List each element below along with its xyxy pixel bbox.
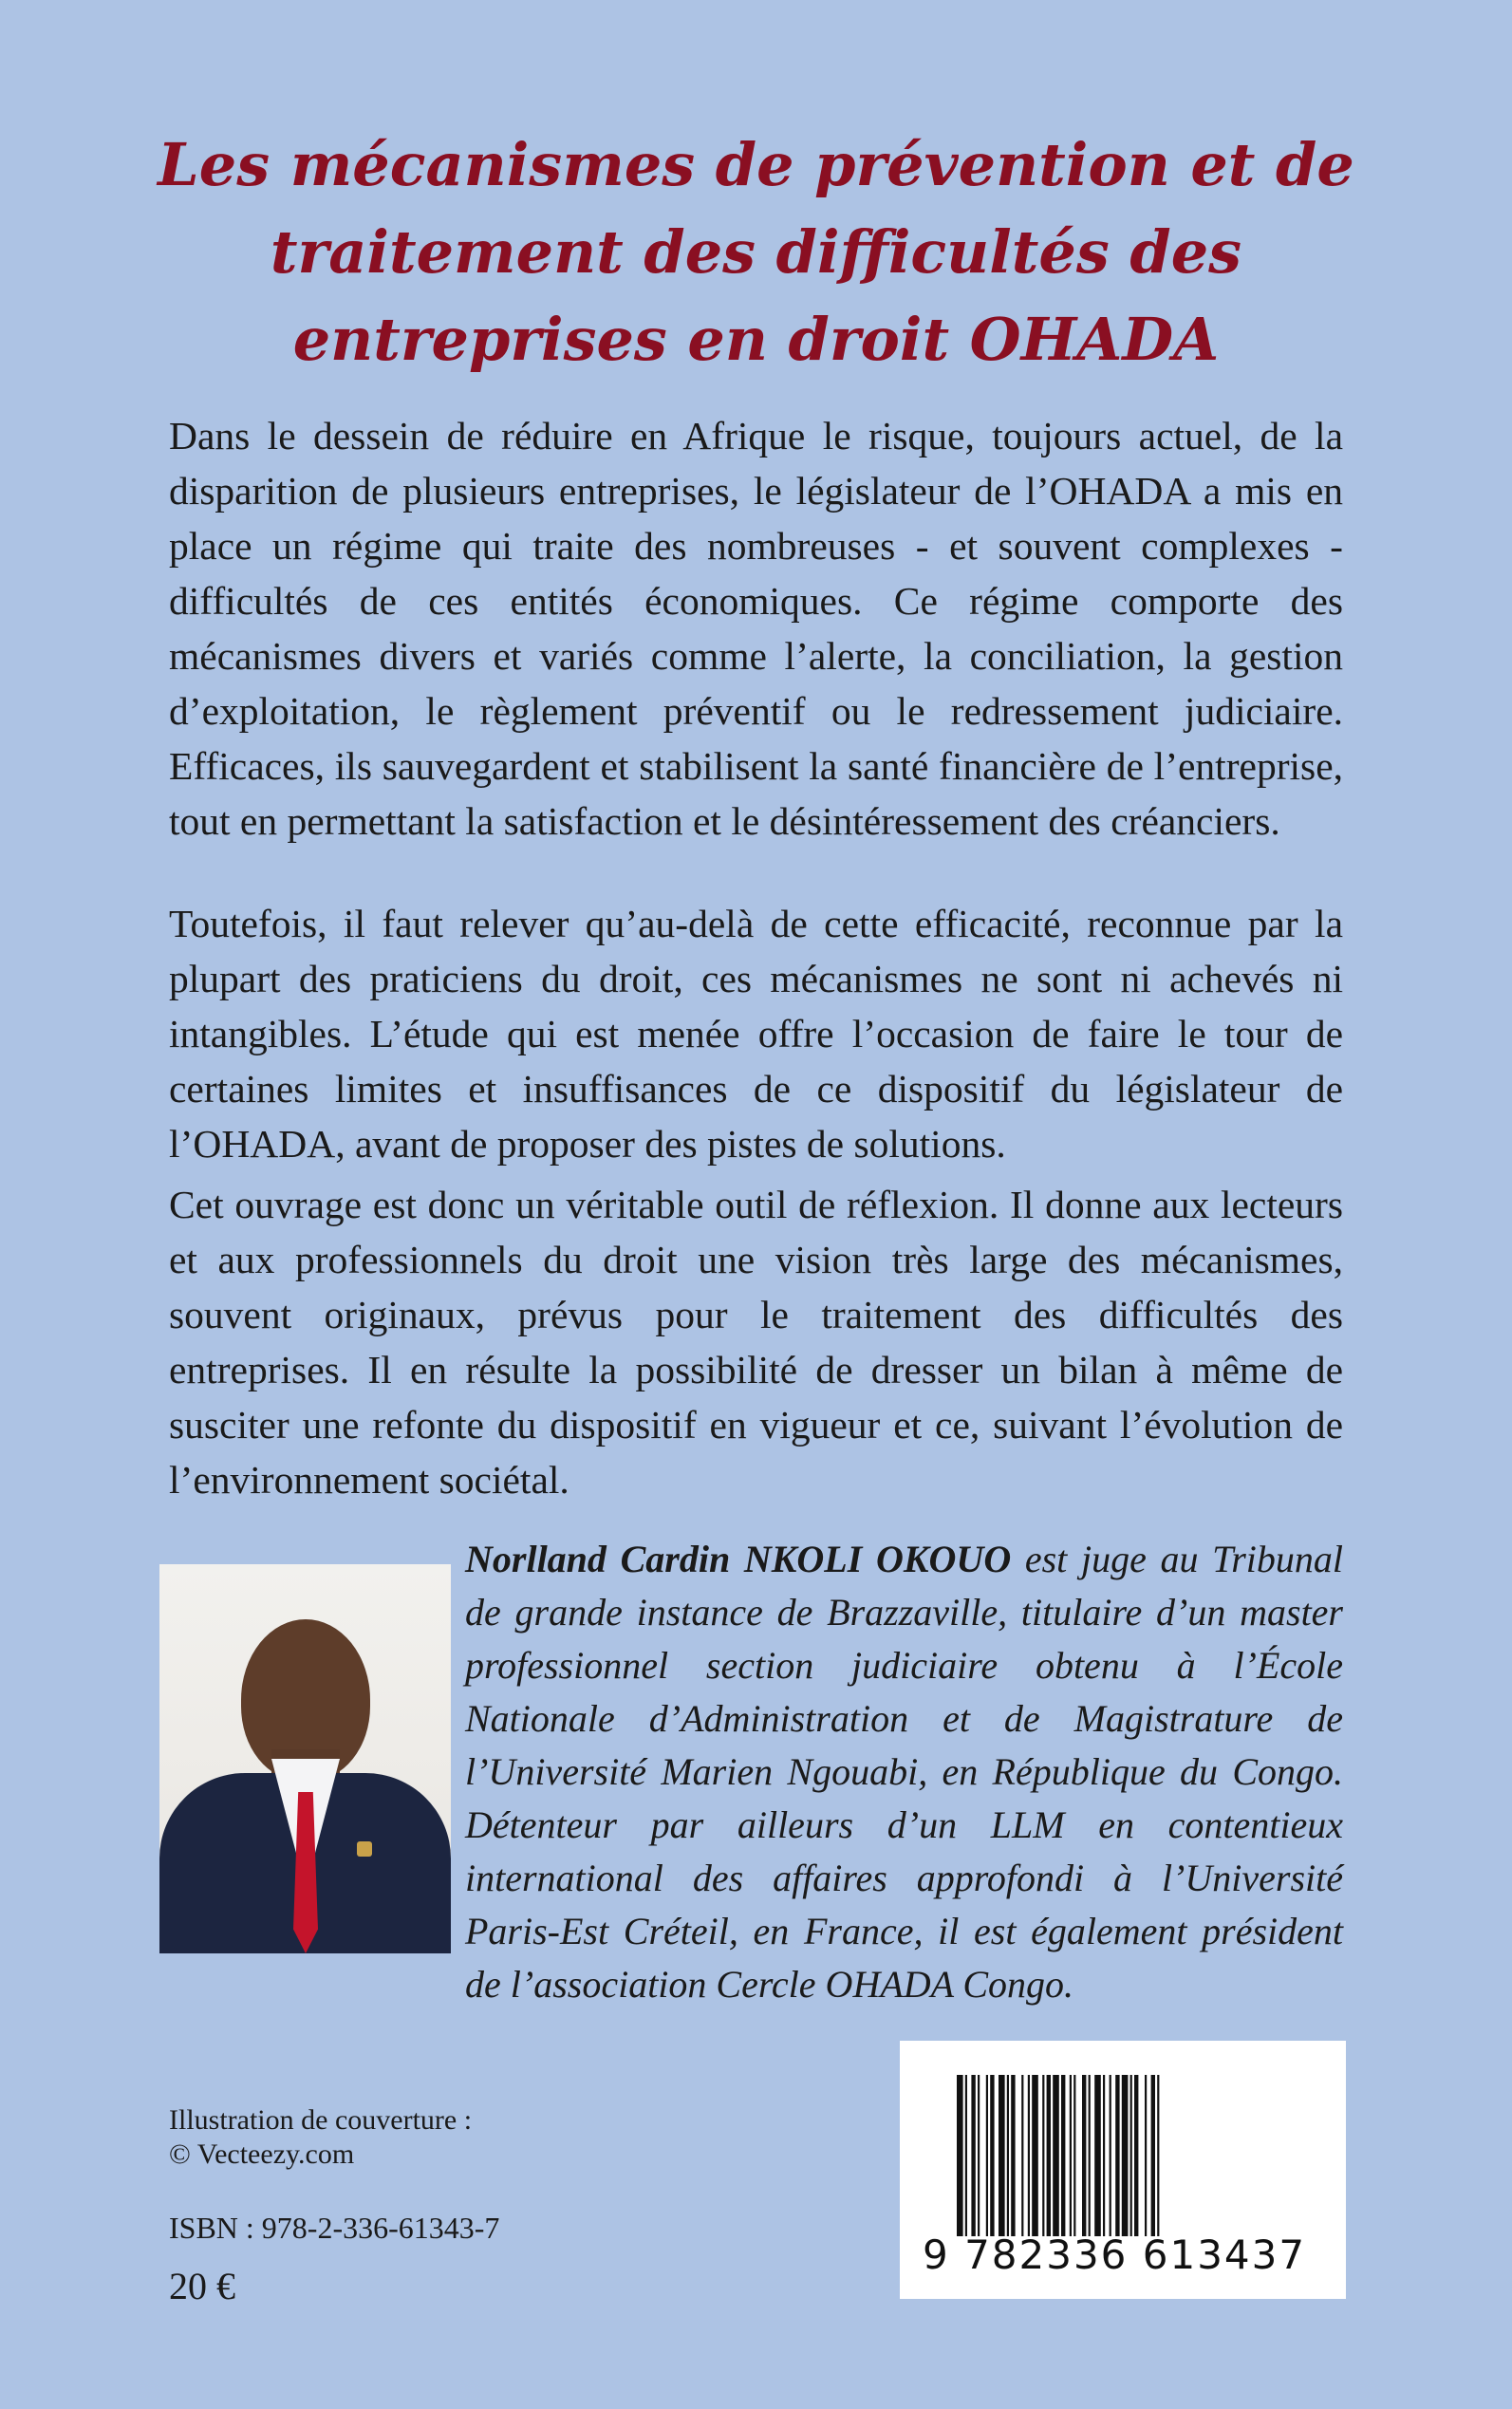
barcode-bar <box>1145 2075 1147 2236</box>
barcode-bar <box>1110 2075 1111 2236</box>
barcode-bar <box>1134 2075 1138 2236</box>
barcode-bar <box>990 2075 994 2236</box>
barcode-bar <box>1089 2075 1091 2236</box>
author-name: Norlland Cardin NKOLI OKOUO <box>465 1538 1012 1580</box>
illustration-credit <box>169 2103 472 2172</box>
author-photo <box>159 1564 451 1953</box>
barcode-bar <box>1061 2075 1065 2236</box>
barcode-bar <box>1028 2075 1030 2236</box>
barcode-bar <box>1082 2075 1086 2236</box>
barcode-bars <box>953 2075 1285 2236</box>
barcode-bar <box>999 2075 1005 2236</box>
barcode-digits: 9 782336 613437 <box>923 2232 1307 2278</box>
summary-paragraph-2: Toutefois, il faut relever qu’au-delà de cette efficacité, reconnue par la plupart des praticiens du droit, ces mécanismes ne sont ni achevés ni intangibles. L’étude qui est menée offre l’occasion de faire le tour de certaines limites et insuffisances de ce dispositif du législateur de l’OHADA, avant de proposer des pistes de solutions. <box>169 902 1343 1166</box>
barcode-bar <box>1103 2075 1105 2236</box>
author-photo-lapel-pin <box>357 1841 372 1857</box>
barcode-bar <box>1122 2075 1129 2236</box>
barcode-bar <box>1007 2075 1009 2236</box>
barcode-bar <box>986 2075 988 2236</box>
barcode-bar <box>1021 2075 1023 2236</box>
barcode-bar <box>1115 2075 1119 2236</box>
barcode-bar <box>1094 2075 1101 2236</box>
barcode-bar <box>1053 2075 1059 2236</box>
summary-paragraph-1: Dans le dessein de réduire en Afrique le risque, toujours actuel, de la disparition de plusieurs entreprises, le législateur de l’OHADA a mis en place un régime qui traite des nombreuses - et souvent complexes - difficultés de ces entités économiques. Ce régime comporte des mécanismes divers et variés comme l’alerte, la conciliation, la gestion d’exploitation, le règlement préventif ou le redressement judiciaire. Efficaces, ils sauvegardent et stabilisent la santé financière de l’entreprise, tout en permettant la satisfaction et le désintéressement des créanciers. <box>169 414 1343 843</box>
barcode-bar <box>1011 2075 1015 2236</box>
illustration-credit-label: Illustration de couverture : <box>169 2104 473 2136</box>
barcode <box>900 2041 1346 2299</box>
barcode-bar <box>971 2075 975 2236</box>
book-title: Les mécanismes de prévention et de traitement des difficultés des entreprises en droit OHADA <box>158 130 1354 374</box>
barcode-bar <box>1032 2075 1038 2236</box>
barcode-bar <box>1157 2075 1159 2236</box>
barcode-bar <box>978 2075 980 2236</box>
barcode-bar <box>1151 2075 1155 2236</box>
author-bio <box>465 1533 1343 2011</box>
barcode-bar <box>1130 2075 1132 2236</box>
author-bio-text: est juge au Tribunal de grande instance de Brazzaville, titulaire d’un master professionnel section judiciaire obtenu à l’École Nationale d’Administration et de Magistrature de l’Université Marien Ngouabi, en République du Congo. Détenteur par ailleurs d’un LLM en contentieux international des affaires approfondi à l’Université Paris-Est Créteil, en France, il est également président de l’association Cercle OHADA Congo. <box>465 1538 1343 2006</box>
barcode-bar <box>1073 2075 1075 2236</box>
price: 20 € <box>169 2265 235 2307</box>
isbn: ISBN : 978-2-336-61343-7 <box>169 2211 500 2245</box>
barcode-bar <box>957 2075 963 2236</box>
barcode-bar <box>1070 2075 1072 2236</box>
barcode-bar <box>1047 2075 1051 2236</box>
illustration-credit-source: © Vecteezy.com <box>169 2138 355 2170</box>
barcode-bar <box>1042 2075 1044 2236</box>
summary-paragraph-3: Cet ouvrage est donc un véritable outil de réflexion. Il donne aux lecteurs et aux professionnels du droit une vision très large des mécanismes, souvent originaux, prévus pour le traitement des difficultés des entreprises. Il en résulte la possibilité de dresser un bilan à même de susciter une refonte du dispositif en vigueur et ce, suivant l’évolution de l’environnement sociétal. <box>169 1183 1343 1502</box>
barcode-bar <box>965 2075 967 2236</box>
